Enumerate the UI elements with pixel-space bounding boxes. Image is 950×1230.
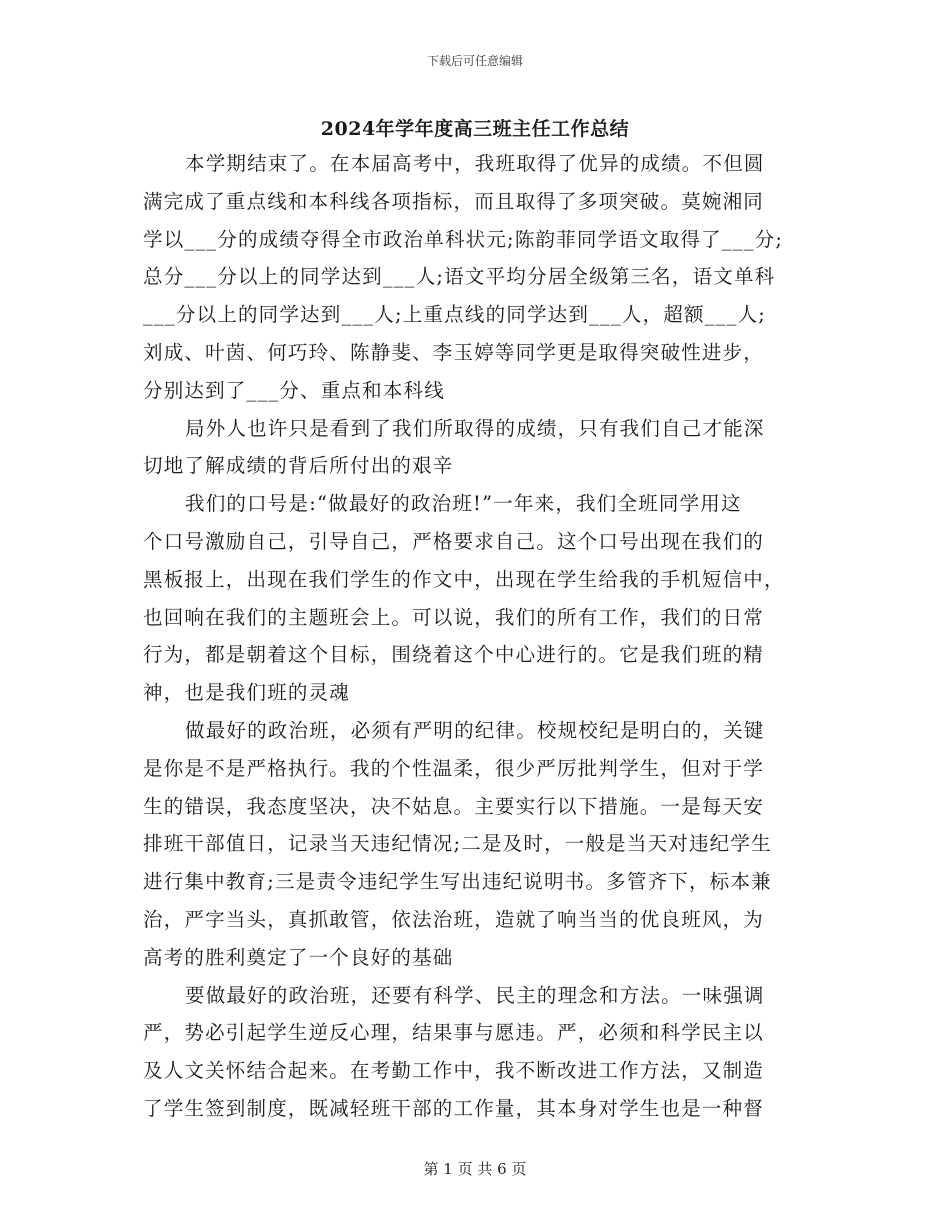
document-title: 2024年学年度高三班主任工作总结 <box>320 118 630 140</box>
document-body <box>143 145 803 1128</box>
text-line: 个口号激励自己，引导自己，严格要求自己。这个口号出现在我们的 <box>143 529 765 553</box>
text-line: 了学生签到制度，既减轻班干部的工作量，其本身对学生也是一种督 <box>143 1096 765 1120</box>
text-line: 黑板报上，出现在我们学生的作文中，出现在学生给我的手机短信中， <box>143 567 785 591</box>
text-line: 高考的胜利奠定了一个良好的基础 <box>143 945 454 969</box>
text-line: 生的错误，我态度坚决，决不姑息。主要实行以下措施。一是每天安 <box>143 794 765 818</box>
text-line: 我们的口号是:“做最好的政治班!”一年来，我们全班同学用这 <box>185 492 742 516</box>
text-line: 排班干部值日，记录当天违纪情况;二是及时，一般是当天对违纪学生 <box>143 832 772 856</box>
text-line: 总分___分以上的同学达到___人;语文平均分居全级第三名，语文单科 <box>143 265 776 289</box>
text-line: 刘成、叶茵、何巧玲、陈静斐、李玉婷等同学更是取得突破性进步， <box>143 340 765 364</box>
text-line: 局外人也许只是看到了我们所取得的成绩，只有我们自己才能深 <box>185 416 765 440</box>
page-header-note: 下载后可任意编辑 <box>426 54 523 68</box>
text-line: 做最好的政治班，必须有严明的纪律。校规校纪是明白的，关键 <box>185 718 765 742</box>
text-line: 神，也是我们班的灵魂 <box>143 681 351 705</box>
text-line: 也回响在我们的主题班会上。可以说，我们的所有工作，我们的日常 <box>143 605 765 629</box>
text-line: 及人文关怀结合起来。在考勤工作中，我不断改进工作方法，又制造 <box>143 1059 765 1083</box>
paragraph <box>143 977 803 1128</box>
text-line: 是你是不是严格执行。我的个性温柔，很少严厉批判学生，但对于学 <box>143 756 765 780</box>
paragraph <box>143 712 803 977</box>
paragraph <box>143 485 803 712</box>
text-line: 本学期结束了。在本届高考中，我班取得了优异的成绩。不但圆 <box>185 152 765 175</box>
text-line: 治，严字当头，真抓敢管，依法治班，造就了响当当的优良班风，为 <box>143 907 765 931</box>
paragraph <box>143 145 803 410</box>
page-number: 第 1 页 共 6 页 <box>423 1160 527 1178</box>
text-line: 学以___分的成绩夺得全市政治单科状元;陈韵菲同学语文取得了___分; <box>143 227 784 251</box>
text-line: 严，势必引起学生逆反心理，结果事与愿违。严，必须和科学民主以 <box>143 1021 765 1045</box>
text-line: 满完成了重点线和本科线各项指标，而且取得了多项突破。莫婉湘同 <box>143 189 765 213</box>
text-line: 进行集中教育;三是责令违纪学生写出违纪说明书。多管齐下，标本兼 <box>143 870 772 894</box>
text-line: 要做最好的政治班，还要有科学、民主的理念和方法。一味强调 <box>185 983 765 1007</box>
paragraph <box>143 410 803 486</box>
text-line: 分别达到了___分、重点和本科线 <box>143 378 445 402</box>
text-line: 行为，都是朝着这个目标，围绕着这个中心进行的。它是我们班的精 <box>143 643 765 667</box>
text-line: 切地了解成绩的背后所付出的艰辛 <box>143 454 454 478</box>
text-line: ___分以上的同学达到___人;上重点线的同学达到___人，超额___人; <box>143 303 767 327</box>
